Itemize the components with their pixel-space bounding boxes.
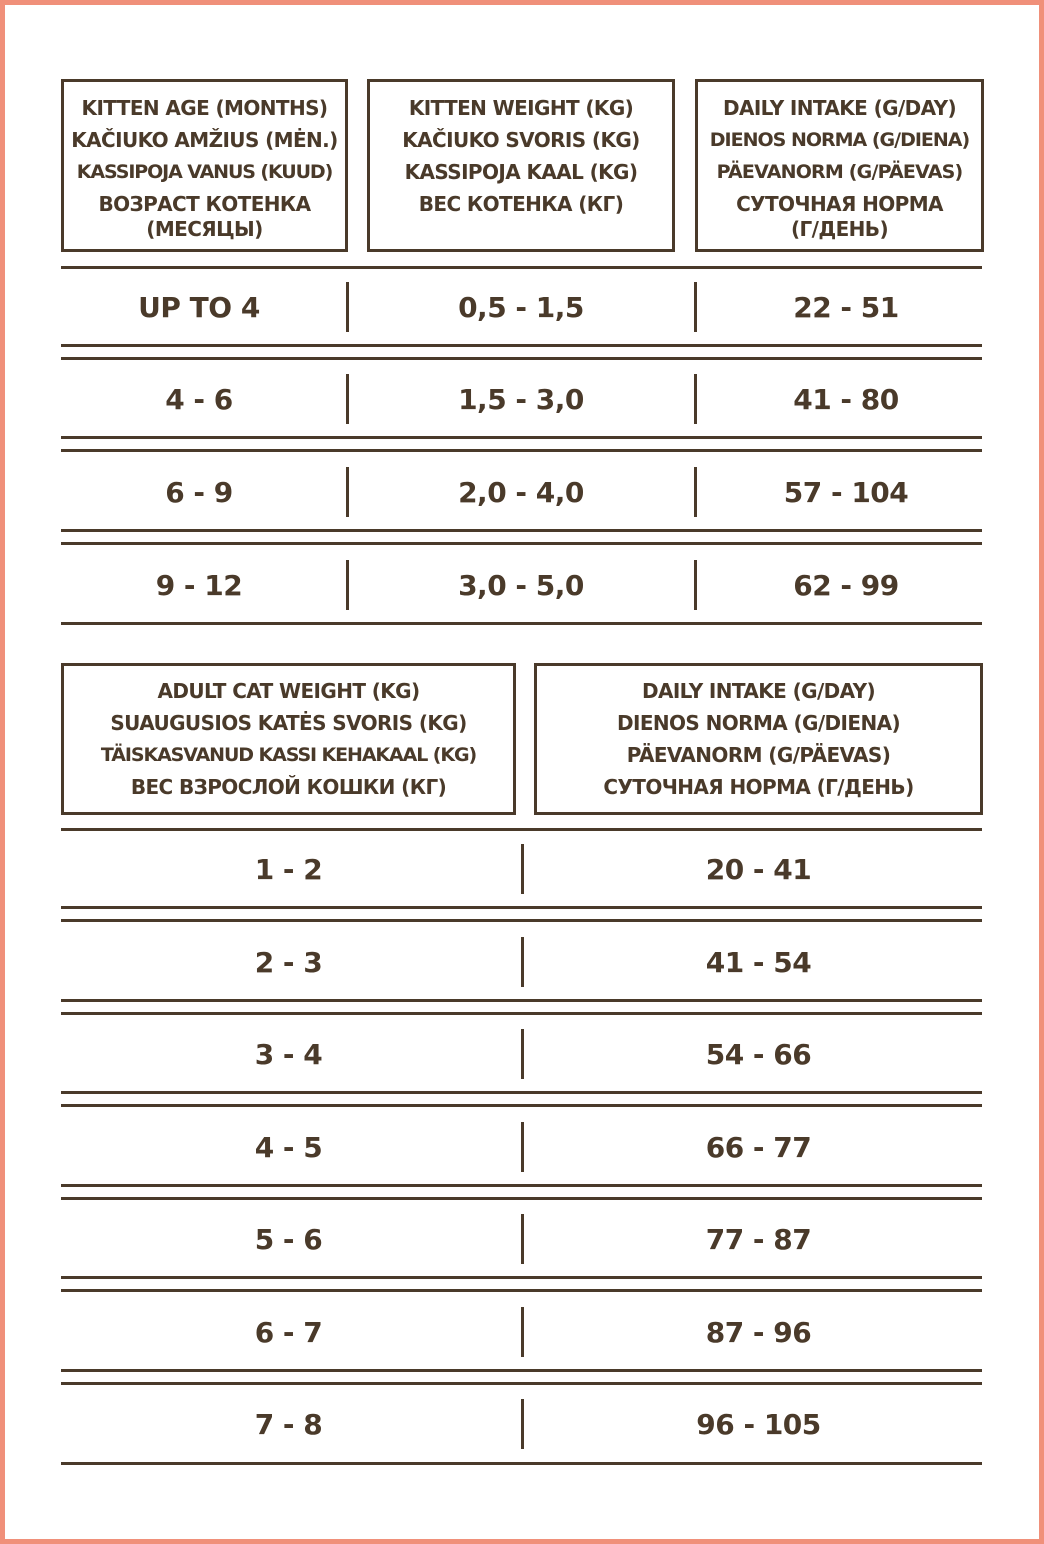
kitten-weight-cell: 2,0 - 4,0 (458, 475, 584, 509)
adult-weight-cell: 6 - 7 (254, 1315, 323, 1349)
kitten-intake-cell: 22 - 51 (793, 290, 899, 324)
kitten-age-cell: 4 - 6 (165, 382, 233, 416)
column-divider (521, 937, 524, 987)
kitten-intake-cell: 57 - 104 (783, 475, 909, 509)
row-divider (61, 1382, 982, 1385)
kitten-intake-cell: 62 - 99 (793, 568, 899, 602)
column-divider (346, 467, 349, 517)
adult-intake-cell: 54 - 66 (705, 1037, 812, 1071)
header-line: TÄISKASVANUD KASSI KEHAKAAL (KG) (100, 744, 477, 766)
header-line: DIENOS NORMA (G/DIENA) (616, 711, 901, 735)
adult-intake-cell: 96 - 105 (696, 1407, 821, 1441)
column-divider (521, 844, 524, 894)
kitten-age-header (61, 79, 348, 252)
row-divider (61, 357, 982, 360)
header-line: SUAUGUSIOS KATĖS SVORIS (KG) (110, 711, 467, 735)
row-divider (61, 1184, 982, 1187)
row-divider (61, 1091, 982, 1094)
column-divider (346, 560, 349, 610)
row-divider (61, 622, 982, 625)
adult-weight-cell: 5 - 6 (254, 1222, 323, 1256)
row-divider (61, 449, 982, 452)
header-line: (Г/ДЕНЬ) (791, 217, 888, 241)
column-divider (521, 1214, 524, 1264)
row-divider (61, 1012, 982, 1015)
row-divider (61, 999, 982, 1002)
header-line: ВЕС ВЗРОСЛОЙ КОШКИ (КГ) (130, 775, 447, 799)
adult-intake-cell: 20 - 41 (705, 852, 812, 886)
kitten-weight-header (367, 79, 675, 252)
kitten-age-cell: 9 - 12 (155, 568, 243, 602)
header-line: ВЕС КОТЕНКА (КГ) (418, 192, 624, 216)
header-line: ADULT CAT WEIGHT (KG) (157, 679, 420, 703)
adult-intake-header (534, 663, 983, 815)
column-divider (346, 282, 349, 332)
adult-weight-cell: 3 - 4 (254, 1037, 323, 1071)
header-line: PÄEVANORM (G/PÄEVAS) (626, 743, 891, 767)
adult-weight-cell: 2 - 3 (254, 945, 323, 979)
header-line: KASSIPOJA KAAL (KG) (404, 160, 638, 184)
row-divider (61, 919, 982, 922)
row-divider (61, 1276, 982, 1279)
header-line: (МЕСЯЦЫ) (146, 217, 263, 241)
row-divider (61, 1197, 982, 1200)
column-divider (694, 282, 697, 332)
kitten-age-cell: 6 - 9 (165, 475, 233, 509)
column-divider (346, 374, 349, 424)
header-line: СУТОЧНАЯ НОРМА (736, 192, 943, 216)
adult-weight-cell: 1 - 2 (254, 852, 323, 886)
header-line: DAILY INTAKE (G/DAY) (641, 679, 876, 703)
kitten-weight-cell: 0,5 - 1,5 (458, 290, 584, 324)
kitten-weight-cell: 3,0 - 5,0 (458, 568, 584, 602)
kitten-intake-cell: 41 - 80 (793, 382, 899, 416)
adult-weight-cell: 7 - 8 (254, 1407, 323, 1441)
row-divider (61, 1369, 982, 1372)
row-divider (61, 344, 982, 347)
header-line: KAČIUKO SVORIS (KG) (402, 128, 640, 152)
header-line: PÄEVANORM (G/PÄEVAS) (716, 161, 963, 183)
header-line: KAČIUKO AMŽIUS (MĖN.) (71, 128, 338, 152)
adult-weight-header (61, 663, 516, 815)
header-line: KASSIPOJA VANUS (KUUD) (76, 161, 333, 183)
header-line: СУТОЧНАЯ НОРМА (Г/ДЕНЬ) (603, 775, 914, 799)
column-divider (694, 467, 697, 517)
header-line: DIENOS NORMA (G/DIENA) (709, 129, 970, 151)
row-divider (61, 436, 982, 439)
kitten-age-cell: UP TO 4 (138, 290, 260, 324)
row-divider (61, 266, 982, 269)
adult-intake-cell: 77 - 87 (705, 1222, 812, 1256)
row-divider (61, 1462, 982, 1465)
header-line: DAILY INTAKE (G/DAY) (722, 96, 957, 120)
row-divider (61, 1289, 982, 1292)
row-divider (61, 828, 982, 831)
row-divider (61, 1104, 982, 1107)
column-divider (521, 1122, 524, 1172)
column-divider (694, 374, 697, 424)
adult-intake-cell: 87 - 96 (705, 1315, 812, 1349)
row-divider (61, 542, 982, 545)
row-divider (61, 906, 982, 909)
kitten-intake-header (695, 79, 984, 252)
header-line: ВОЗРАСТ КОТЕНКА (98, 192, 311, 216)
column-divider (521, 1307, 524, 1357)
adult-intake-cell: 66 - 77 (705, 1130, 812, 1164)
kitten-weight-cell: 1,5 - 3,0 (458, 382, 584, 416)
column-divider (694, 560, 697, 610)
column-divider (521, 1399, 524, 1449)
column-divider (521, 1029, 524, 1079)
header-line: KITTEN WEIGHT (KG) (408, 96, 634, 120)
row-divider (61, 529, 982, 532)
adult-intake-cell: 41 - 54 (705, 945, 812, 979)
adult-weight-cell: 4 - 5 (254, 1130, 323, 1164)
header-line: KITTEN AGE (MONTHS) (81, 96, 328, 120)
